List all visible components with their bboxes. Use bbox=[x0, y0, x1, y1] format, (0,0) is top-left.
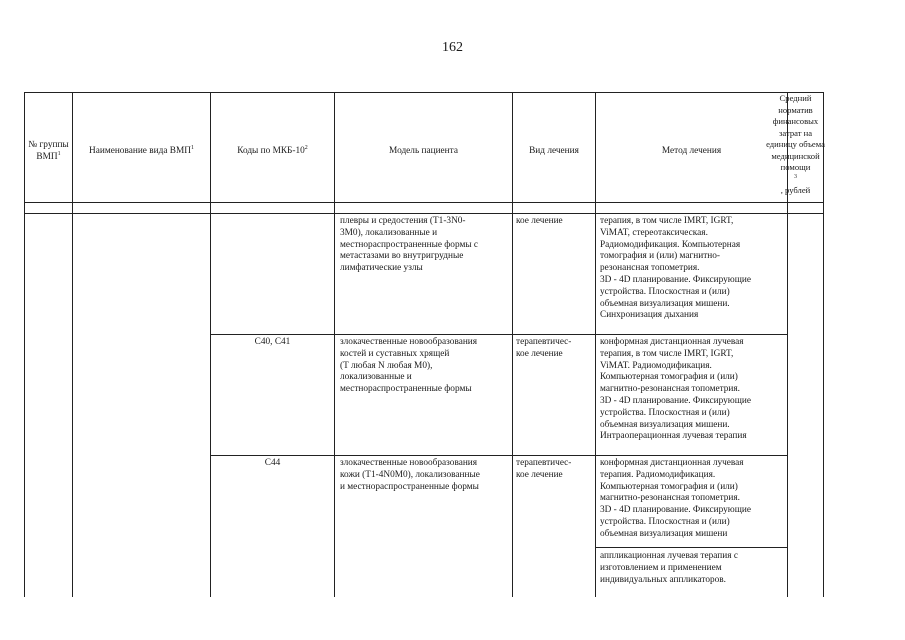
page-number: 162 bbox=[442, 40, 463, 55]
header-patient-model: Модель пациента bbox=[389, 146, 458, 157]
header-treatment-method: Метод лечения bbox=[661, 146, 722, 157]
row1-patient-model: плевры и средостения (T1-3N0- 3M0), локализованные и местнораспространенные формы с метастазами во внутригрудные лимфатические узлы bbox=[340, 216, 479, 274]
row-divider bbox=[210, 334, 787, 335]
row3-treatment-method-applicator: аппликационная лучевая терапия с изготовлением и применением индивидуальных аппликаторов. bbox=[600, 551, 738, 585]
header-icd-codes: Коды по МКБ-$10^2$ bbox=[237, 145, 308, 157]
row1-treatment-type: кое лечение bbox=[516, 216, 563, 226]
header-vmp-name: Наименование вида ВМП$^1$ bbox=[89, 145, 194, 157]
header-avg-cost: Средний норматив финансовых затрат на единицу объема медицинской помощи $^3$ , рублей bbox=[766, 93, 825, 195]
header-group-no: № группы ВМП$^1$ bbox=[28, 140, 69, 162]
row2-icd-code: C40, C41 bbox=[254, 337, 291, 347]
row3-treatment-method: конформная дистанционная лучевая терапия. Радиомодификация. Компьютерная томография и (или) магнитно-резонансная топометрия. 3D - 4D планирование. Фиксирующие устройства. Плоскостная и (или) объемная визуализация мишени bbox=[600, 458, 751, 539]
row3-treatment-type: терапевтичес- кое лечение bbox=[516, 458, 572, 480]
row2-patient-model: злокачественные новообразования костей и суставных хрящей (T любая N любая M0), локализованные и местнораспространенные формы bbox=[340, 337, 478, 395]
vmp-table bbox=[24, 92, 824, 597]
row1-treatment-method: терапия, в том числе IMRT, IGRT, ViMAT, стереотаксическая. Радиомодификация. Компьютерная томография и (или) магнитно- резонансная топометрия. 3D - 4D планирование. Фиксирующие устройства. Плоскостная и (или) объемная визуализация мишени. Синхронизация дыхания bbox=[600, 216, 751, 321]
row3-icd-code: C44 bbox=[264, 458, 281, 468]
row2-treatment-method: конформная дистанционная лучевая терапия, в том числе IMRT, IGRT, ViMAT. Радиомодификация. Компьютерная томография и (или) магнитно-резонансная топометрия. 3D - 4D планирование. Фиксирующие устройства. Плоскостная и (или) объемная визуализация мишени. Интраоперационная лучевая терапия bbox=[600, 337, 751, 442]
row2-treatment-type: терапевтичес- кое лечение bbox=[516, 337, 572, 359]
row-divider bbox=[210, 455, 787, 456]
header-treatment-type: Вид лечения bbox=[529, 146, 579, 157]
row3-patient-model: злокачественные новообразования кожи (T1-4N0M0), локализованные и местнораспространенные формы bbox=[340, 458, 480, 492]
cell-divider bbox=[595, 547, 787, 548]
header-divider bbox=[24, 213, 824, 214]
